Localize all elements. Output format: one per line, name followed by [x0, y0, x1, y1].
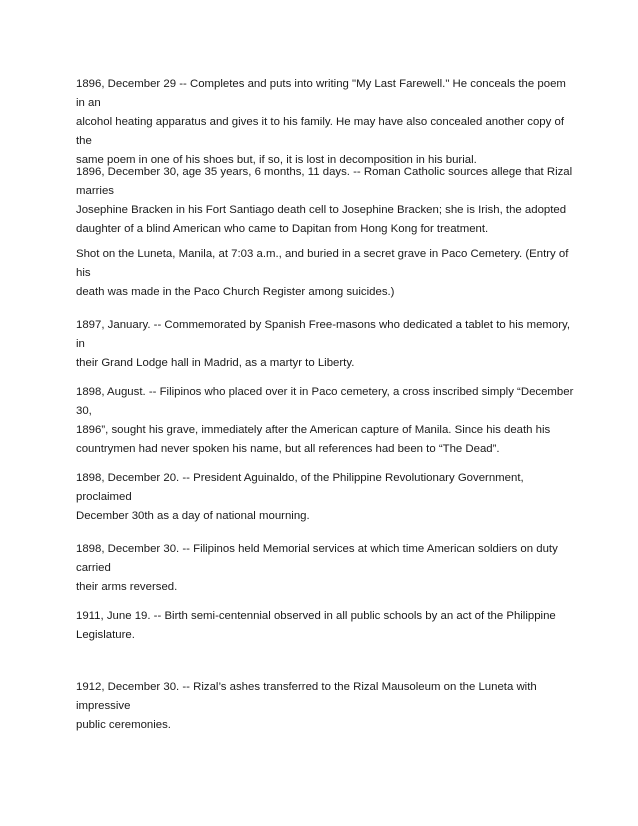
paragraph-1912-december-30: 1912, December 30. -- Rizal’s ashes transferred to the Rizal Mausoleum on the Luneta with impressive public ceremonies. [76, 681, 537, 731]
paragraph-1896-december-29: 1896, December 29 -- Completes and puts into writing "My Last Farewell." He conceals the poem in an alcohol heating apparatus and gives it to his family. He may have also concealed another copy of the same poem in one of his shoes but, if so, it is lost in decomposition in his burial. [76, 78, 566, 166]
paragraph-1897-january: 1897, January. -- Commemorated by Spanish Free-masons who dedicated a tablet to his memory, in their Grand Lodge hall in Madrid, as a martyr to Liberty. [76, 319, 571, 369]
paragraph-1896-december-30: 1896, December 30, age 35 years, 6 months, 11 days. -- Roman Catholic sources allege that Rizal marries Josephine Bracken in his Fort Santiago death cell to Josephine Bracken; she is Irish, the adopted daughter of a blind American who came to Dapitan from Hong Kong for treatment. [76, 166, 573, 235]
paragraph-1911-june-19: 1911, June 19. -- Birth semi-centennial observed in all public schools by an act of the Philippine Legislature. [76, 610, 556, 641]
paragraph-1898-august: 1898, August. -- Filipinos who placed over it in Paco cemetery, a cross inscribed simply “December 30, 1896”, sought his grave, immediately after the American capture of Manila. Since his death his countrymen had never spoken his name, but all references had been to “The Dead”. [76, 386, 574, 455]
paragraph-1898-december-30: 1898, December 30. -- Filipinos held Memorial services at which time American soldiers on duty carried their arms reversed. [76, 543, 558, 593]
paragraph-shot-on-luneta: Shot on the Luneta, Manila, at 7:03 a.m., and buried in a secret grave in Paco Cemetery. (Entry of his death was made in the Paco Church Register among suicides.) [76, 248, 569, 298]
paragraph-1898-december-20: 1898, December 20. -- President Aguinaldo, of the Philippine Revolutionary Government, proclaimed December 30th as a day of national mourning. [76, 472, 524, 522]
